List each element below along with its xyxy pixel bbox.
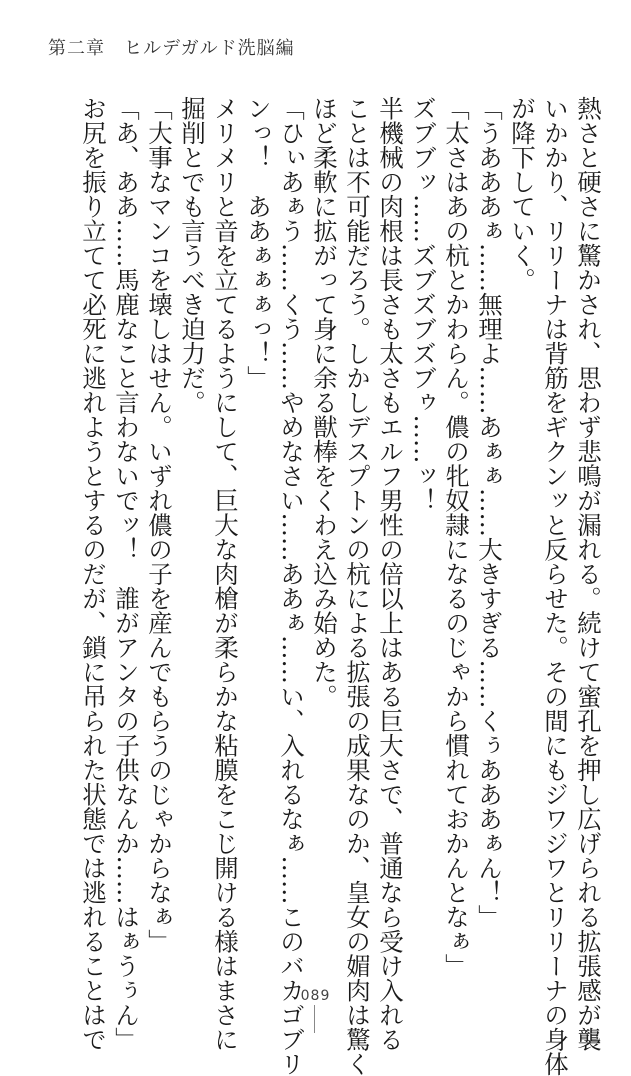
page-footer <box>0 985 631 1004</box>
text-line: が降下していく。 <box>508 96 537 292</box>
text-line: ンっ！ ああぁぁぁっ！」 <box>244 96 273 390</box>
text-line: 「太さはあの杭とかわらん。儂の牝奴隷になるのじゃから慣れておかんとなぁ」 <box>442 96 471 978</box>
text-line: 半機械の肉根は長さも太さもエルフ男性の倍以上はある巨大さで、普通なら受け入れる <box>376 96 405 1052</box>
text-line: 「うあああぁ……無理よ……あぁぁ……大きすぎる……くぅあああぁん！」 <box>475 96 504 929</box>
footer-rule <box>314 1005 315 1033</box>
text-line: いかかり、リリーナは背筋をギクンッと反らせた。その間にもジワジワとリリーナの身体 <box>541 96 570 1076</box>
text-line: 「あ、ああ……馬鹿なこと言わないでッ！ 誰がアンタの子供なんか……はぁうぅん」 <box>112 96 141 1052</box>
text-line: 「大事なマンコを壊しはせん。いずれ儂の子を産んでもらうのじゃからなぁ」 <box>145 96 174 954</box>
text-line: メリメリと音を立てるようにして、巨大な肉槍が柔らかな粘膜をこじ開ける様はまさに <box>211 96 240 1052</box>
chapter-number: 第二章 <box>48 38 105 59</box>
page-number: 089 <box>300 988 331 1004</box>
text-line: 「ひぃあぁう……くう……やめなさい……ああぁ……い、入れるなぁ……このバカゴブリ <box>277 96 306 1076</box>
text-line: お尻を振り立てて必死に逃れようとするのだが、鎖に吊られた状態では逃れることはで <box>79 96 108 1052</box>
text-line: ことは不可能だろう。しかしデスプトンの杭による拡張の成果なのか、皇女の媚肉は驚く <box>343 96 372 1076</box>
chapter-title: ヒルデガルド洗脳編 <box>124 38 295 59</box>
text-line: 熱さと硬さに驚かされ、思わず悲鳴が漏れる。続けて蜜孔を押し広げられる拡張感が襲 <box>574 96 603 1052</box>
text-line: ほど柔軟に拡がって身に余る獣棒をくわえ込み始めた。 <box>310 96 339 709</box>
running-header <box>48 34 295 60</box>
text-line: ズブブッ……ズブズブズブゥ……ッ！ <box>409 96 438 513</box>
text-line: 掘削とでも言うべき迫力だ。 <box>178 96 207 415</box>
